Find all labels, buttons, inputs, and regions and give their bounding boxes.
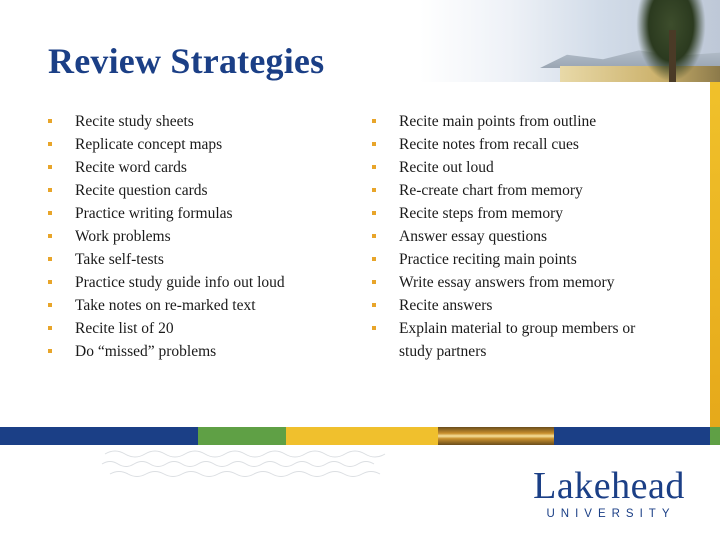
list-item: Write essay answers from memory xyxy=(372,271,672,294)
logo-subtitle: UNIVERSITY xyxy=(546,508,676,520)
list-item: Recite steps from memory xyxy=(372,202,672,225)
bullet-icon xyxy=(372,280,376,284)
slide-title: Review Strategies xyxy=(48,41,325,81)
bullet-icon xyxy=(372,142,376,146)
list-item: Do “missed” problems xyxy=(48,340,348,363)
bullet-icon xyxy=(48,326,52,330)
list-item: Recite main points from outline xyxy=(372,110,672,133)
list-item: Practice writing formulas xyxy=(48,202,348,225)
left-bullet-list xyxy=(48,110,348,363)
bullet-icon xyxy=(372,234,376,238)
bullet-icon xyxy=(372,303,376,307)
bullet-icon xyxy=(48,188,52,192)
bullet-icon xyxy=(372,257,376,261)
list-item: Recite notes from recall cues xyxy=(372,133,672,156)
list-item: Answer essay questions xyxy=(372,225,672,248)
bullet-icon xyxy=(48,257,52,261)
list-item: Practice reciting main points xyxy=(372,248,672,271)
list-item: Replicate concept maps xyxy=(48,133,348,156)
logo-name: Lakehead xyxy=(533,465,685,507)
bullet-icon xyxy=(372,326,376,330)
bullet-icon xyxy=(372,211,376,215)
list-item: Re-create chart from memory xyxy=(372,179,672,202)
list-item: Recite out loud xyxy=(372,156,672,179)
list-item: Work problems xyxy=(48,225,348,248)
list-item: Recite answers xyxy=(372,294,672,317)
bullet-icon xyxy=(48,165,52,169)
list-item: Recite study sheets xyxy=(48,110,348,133)
bullet-icon xyxy=(372,188,376,192)
bullet-icon xyxy=(372,119,376,123)
list-item: Recite word cards xyxy=(48,156,348,179)
bullet-icon xyxy=(48,119,52,123)
bottom-color-band xyxy=(0,427,720,445)
right-accent-strip xyxy=(710,82,720,427)
bullet-icon xyxy=(48,211,52,215)
bullet-icon xyxy=(48,280,52,284)
handwriting-texture xyxy=(100,446,400,480)
bullet-icon xyxy=(48,303,52,307)
university-logo xyxy=(514,466,704,520)
list-item: Recite question cards xyxy=(48,179,348,202)
list-item: Take notes on re-marked text xyxy=(48,294,348,317)
bullet-icon xyxy=(48,349,52,353)
bullet-icon xyxy=(48,234,52,238)
landscape-photo xyxy=(420,0,720,82)
right-bullet-list xyxy=(372,110,672,363)
list-item: Explain material to group members or study partners xyxy=(372,317,672,363)
bullet-icon xyxy=(372,165,376,169)
list-item: Take self-tests xyxy=(48,248,348,271)
list-item: Practice study guide info out loud xyxy=(48,271,348,294)
bullet-icon xyxy=(48,142,52,146)
list-item: Recite list of 20 xyxy=(48,317,348,340)
